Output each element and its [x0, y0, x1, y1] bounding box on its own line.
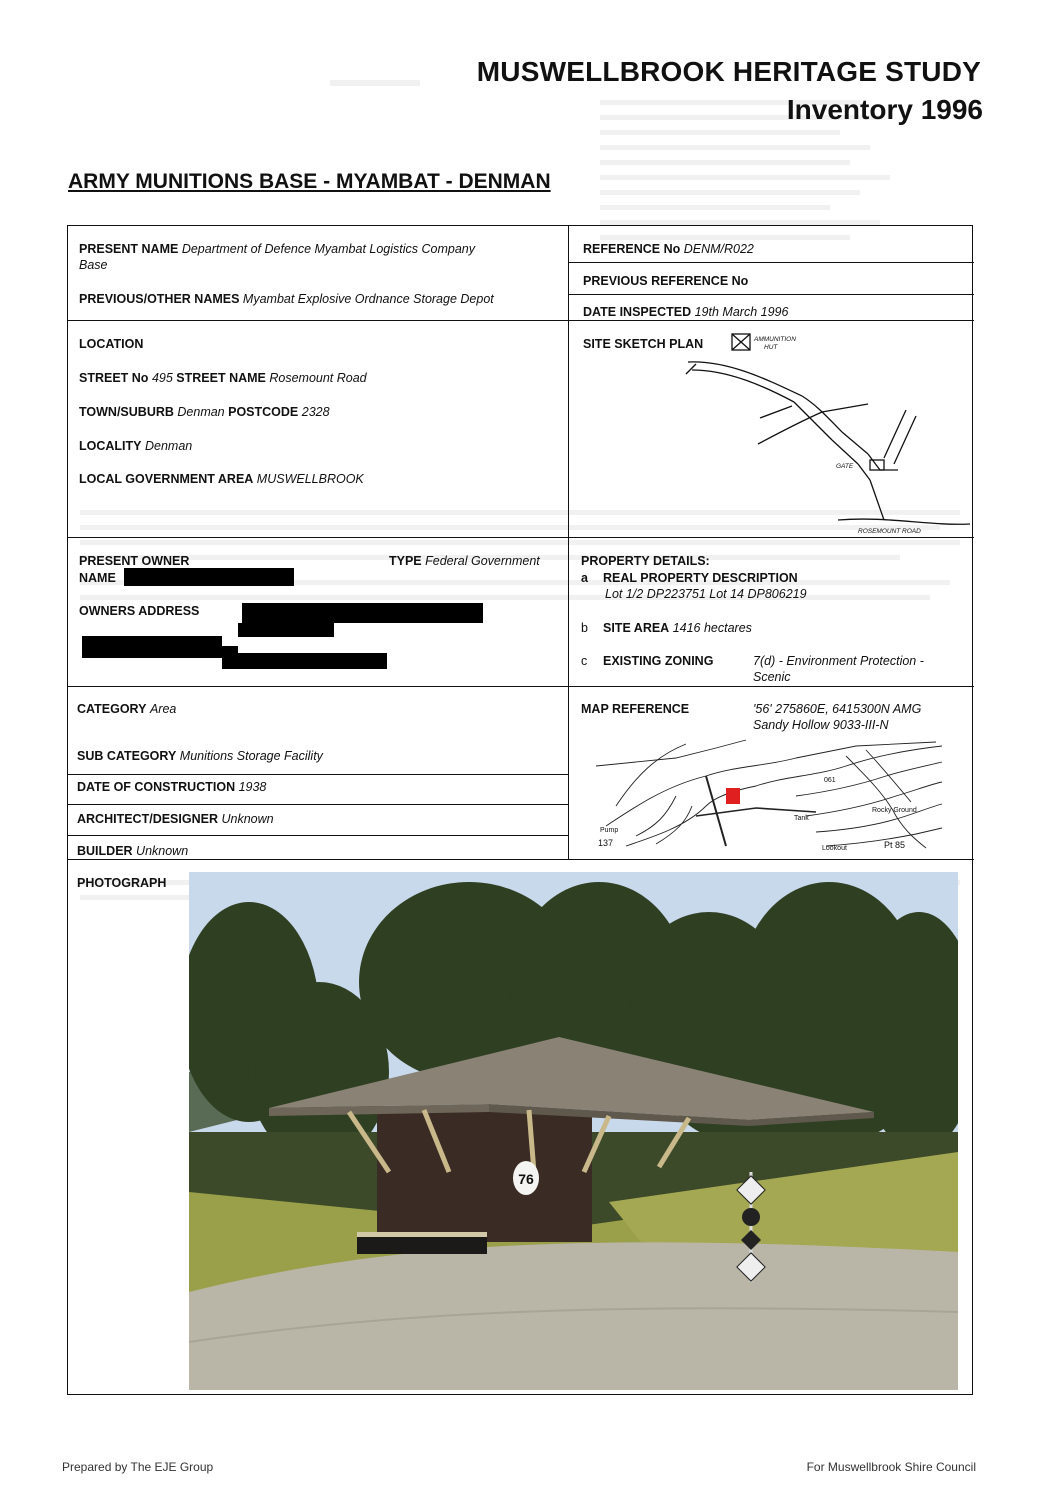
section-divider [68, 686, 974, 687]
category-field [77, 702, 176, 717]
sketch-road-text: ROSEMOUNT ROAD [858, 528, 921, 535]
map-num2-text: Pt 85 [884, 840, 906, 850]
map-tank-text: Tank [794, 815, 809, 822]
map-pump-text: Pump [600, 827, 619, 834]
map-reference-value-cont: Sandy Hollow 9033-III-N [753, 718, 889, 732]
property-details-label: PROPERTY DETAILS: [581, 554, 710, 568]
map-rocky-text: Rocky Ground [872, 807, 917, 814]
section-divider [68, 537, 974, 538]
marker-a: a [581, 571, 588, 585]
type-field [389, 554, 540, 569]
reference-label: REFERENCE No [583, 242, 681, 256]
street-no-label: STREET No [79, 371, 149, 385]
divider [568, 294, 974, 295]
zoning-value-cont: Scenic [753, 670, 791, 684]
map-reference-value: '56' 275860E, 6415300N AMG [753, 702, 922, 716]
builder-field [77, 844, 188, 859]
sketch-label: SITE SKETCH PLAN [583, 337, 704, 351]
footer-council: For Muswellbrook Shire Council [806, 1460, 976, 1474]
previous-names-value: Myambat Explosive Ordnance Storage Depot [242, 292, 494, 306]
real-property-label: REAL PROPERTY DESCRIPTION [603, 571, 798, 585]
site-marker [726, 788, 740, 804]
type-label: TYPE [389, 554, 422, 568]
town-field [79, 405, 330, 420]
previous-names-field [79, 292, 494, 307]
map-num1-text: 137 [598, 838, 614, 848]
site-photograph [189, 872, 958, 1390]
construction-field [77, 780, 266, 795]
redacted-address-line2 [238, 623, 334, 637]
zoning-label: EXISTING ZONING [603, 654, 714, 668]
street-name-label: STREET NAME [176, 371, 266, 385]
locality-field [79, 439, 192, 454]
divider [568, 262, 974, 263]
reference-field [583, 242, 754, 257]
category-label: CATEGORY [77, 702, 147, 716]
divider [68, 320, 568, 321]
redacted-address-line4 [222, 653, 387, 669]
type-value: Federal Government [425, 554, 540, 568]
street-field [79, 371, 367, 386]
munitions-hut-photo [189, 872, 958, 1390]
construction-label: DATE OF CONSTRUCTION [77, 780, 236, 794]
prev-reference-label: PREVIOUS REFERENCE No [583, 274, 749, 288]
site-sketch [568, 320, 972, 536]
subcategory-label: SUB CATEGORY [77, 749, 177, 763]
divider [68, 835, 568, 836]
site-area-field [603, 621, 752, 636]
sign-number: 76 [518, 1171, 534, 1187]
sketch-gate-text: GATE [836, 463, 854, 470]
present-name-label: PRESENT NAME [79, 242, 179, 256]
location-label: LOCATION [79, 337, 144, 351]
photograph-label: PHOTOGRAPH [77, 876, 167, 890]
lga-field [79, 472, 364, 487]
owner-name-label: NAME [79, 571, 116, 585]
study-title: MUSWELLBROOK HERITAGE STUDY [476, 56, 981, 87]
item-title: ARMY MUNITIONS BASE - MYAMBAT - DENMAN [68, 170, 551, 193]
street-no-value: 495 [151, 371, 173, 385]
category-value: Area [149, 702, 177, 716]
divider [68, 804, 568, 805]
date-inspected-field [583, 305, 788, 320]
sketch-ammo-text: AMMUNITION [754, 336, 796, 343]
marker-c: c [581, 654, 588, 668]
locality-label: LOCALITY [79, 439, 142, 453]
town-value: Denman [177, 405, 225, 419]
section-divider [68, 859, 974, 860]
divider [68, 774, 568, 775]
postcode-value: 2328 [301, 405, 330, 419]
architect-label: ARCHITECT/DESIGNER [77, 812, 218, 826]
present-name-value-cont: Base [79, 258, 108, 272]
construction-value: 1938 [238, 780, 267, 794]
builder-label: BUILDER [77, 844, 133, 858]
lga-value: MUSWELLBROOK [256, 472, 364, 486]
postcode-label: POSTCODE [228, 405, 299, 419]
date-inspected-label: DATE INSPECTED [583, 305, 692, 319]
zoning-value: 7(d) - Environment Protection - [753, 654, 924, 668]
lga-label: LOCAL GOVERNMENT AREA [79, 472, 254, 486]
redacted-owner-name [124, 568, 294, 586]
present-name-field [79, 242, 475, 257]
architect-field [77, 812, 274, 827]
street-name-value: Rosemount Road [269, 371, 367, 385]
site-area-value: 1416 hectares [672, 621, 752, 635]
real-property-value: Lot 1/2 DP223751 Lot 14 DP806219 [605, 587, 807, 601]
map-reference-label: MAP REFERENCE [581, 702, 690, 716]
subcategory-field [77, 749, 323, 764]
marker-b: b [581, 621, 588, 635]
previous-names-label: PREVIOUS/OTHER NAMES [79, 292, 240, 306]
owners-address-label: OWNERS ADDRESS [79, 604, 200, 618]
builder-value: Unknown [136, 844, 189, 858]
inventory-year: Inventory 1996 [786, 94, 983, 125]
architect-value: Unknown [221, 812, 274, 826]
town-label: TOWN/SUBURB [79, 405, 174, 419]
owner-label: PRESENT OWNER [79, 554, 190, 568]
subcategory-value: Munitions Storage Facility [179, 749, 323, 763]
site-area-label: SITE AREA [603, 621, 670, 635]
reference-value: DENM/R022 [683, 242, 754, 256]
locality-value: Denman [144, 439, 193, 453]
redacted-address-line1 [242, 603, 483, 623]
sketch-hut-text: HUT [764, 344, 778, 351]
map-lookout-text: Lookout [822, 845, 847, 852]
map-num3-text: 061 [824, 777, 836, 784]
topographic-map [596, 736, 944, 854]
footer-prepared-by: Prepared by The EJE Group [62, 1460, 214, 1474]
date-inspected-value: 19th March 1996 [694, 305, 789, 319]
present-name-value: Department of Defence Myambat Logistics Company [181, 242, 476, 256]
